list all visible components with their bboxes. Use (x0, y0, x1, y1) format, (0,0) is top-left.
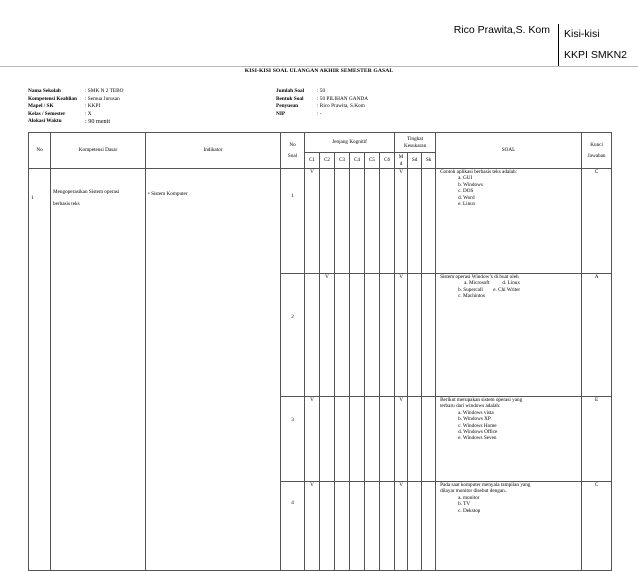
info-value: : - (317, 110, 322, 117)
diff-sd (408, 397, 422, 482)
cog-c6 (380, 397, 395, 482)
question-cell (436, 274, 582, 397)
info-row-kelas (28, 111, 123, 119)
diff-sk (422, 169, 436, 274)
question-cell (436, 482, 582, 571)
info-row-alokasi (28, 118, 123, 126)
cog-c6 (380, 169, 395, 274)
indikator-cell (146, 169, 281, 571)
info-value: : 50 PILIHAN GANDA (317, 95, 369, 102)
question-number: 4 (281, 482, 305, 571)
cog-c5 (365, 482, 380, 571)
header-c5: C5 (365, 153, 380, 169)
cog-c6 (380, 482, 395, 571)
info-key: Alokasi Waktu (28, 118, 62, 125)
cog-c1: V (305, 169, 320, 274)
header-kunci-jawaban (582, 133, 612, 169)
cog-c5 (365, 274, 380, 397)
question-cell (436, 169, 582, 274)
cog-c6 (380, 274, 395, 397)
header-kompetensi-dasar: Kompetensi Dasar (51, 133, 146, 169)
diff-sd (408, 169, 422, 274)
info-row-keahlian (28, 96, 123, 104)
header-jenjang-kognitif: Jenjang Kognitif (305, 133, 395, 153)
header-tingkat-kesukaran (395, 133, 436, 153)
info-value: : 90 menit (85, 118, 111, 126)
question-number: 1 (281, 169, 305, 274)
option-b: b. Windows (458, 181, 483, 188)
info-key: Kompetensi Keahlian (28, 95, 77, 102)
option-b-e: b. Supercall e. Chi Writer (458, 286, 521, 293)
question-text-cont: terbaru dari windows adalah: (440, 403, 501, 410)
cog-c4 (350, 397, 365, 482)
header-doc-title-line1: Kisi-kisi (564, 28, 600, 40)
info-key: Kelas / Semester (28, 110, 66, 117)
header-rule (0, 66, 638, 67)
option-b: b. Windows XP (458, 416, 491, 423)
info-key: Mapel / SK (28, 103, 54, 110)
header-indikator: Indikator (146, 133, 281, 169)
header-c1: C1 (305, 153, 320, 169)
kd-text-line1: Mengoperasikan Sistem operasi (53, 189, 120, 195)
info-value: : SMK N 2 TEBO (85, 88, 124, 94)
option-e: e. Linux (458, 201, 476, 208)
question-number: 2 (281, 274, 305, 397)
indikator-text: Sistem Komputer (151, 191, 188, 197)
cog-c4 (350, 169, 365, 274)
answer-key: E (582, 397, 612, 482)
info-row-sekolah (28, 88, 123, 96)
info-key: Bentuk Soal (276, 95, 304, 102)
option-c: c. Machintos (458, 293, 485, 300)
info-value: : 50 (317, 88, 326, 94)
cog-c4 (350, 274, 365, 397)
info-row-nip (276, 111, 368, 119)
cog-c3 (335, 169, 350, 274)
info-row-jumlah (276, 88, 368, 96)
diff-sd (408, 482, 422, 571)
cog-c5 (365, 397, 380, 482)
table-row (29, 169, 612, 274)
kd-text (51, 169, 146, 571)
info-key: Jumlah Soal (276, 88, 305, 94)
header-md-line2: d (399, 160, 403, 167)
diff-sk (422, 274, 436, 397)
question-text: Pada saat komputer menyala tampilan yang (440, 482, 531, 488)
header-doc-title-line2: KKPI SMKN2 (564, 49, 628, 61)
info-key: NIP (276, 110, 286, 117)
header-doc-title (564, 24, 638, 66)
info-left (28, 88, 123, 126)
option-b: b. TV (458, 501, 471, 508)
option-c: c. Dekstop (458, 507, 481, 514)
page-header (0, 24, 638, 66)
option-a: a. Windows vista (458, 409, 494, 416)
kisi-kisi-table (28, 132, 612, 571)
question-text: Sistem operasi Window’s di buat oleh (440, 274, 519, 280)
header-soal: SOAL (436, 133, 582, 169)
option-d: d. Word (458, 194, 475, 201)
header-tingkat-line1: Tingkat (407, 136, 424, 143)
cog-c2 (320, 397, 335, 482)
header-kunci-line2: Jawaban (587, 152, 606, 159)
header-kunci-line1: Kunci (590, 142, 603, 149)
cog-c4 (350, 482, 365, 571)
cog-c3 (335, 482, 350, 571)
header-no-soal-line1: No (289, 141, 296, 148)
diff-md: V (395, 397, 408, 482)
cog-c1 (305, 274, 320, 397)
header-no-soal-line2: Soal (287, 153, 298, 159)
cog-c5 (365, 169, 380, 274)
table-header-row (29, 133, 612, 153)
info-key: Penyusun (276, 103, 299, 110)
diff-md: V (395, 274, 408, 397)
header-sk: Sk (422, 153, 436, 169)
header-tingkat-line2: Kesukaran (403, 142, 427, 149)
option-a-d: a. Microsoft d. Linux (464, 280, 520, 287)
header-md (395, 153, 408, 169)
header-c3: C3 (335, 153, 350, 169)
cog-c1: V (305, 397, 320, 482)
question-cell (436, 397, 582, 482)
info-value: : X (85, 110, 92, 117)
option-e: e. Windows Seven (458, 435, 497, 442)
info-value: : Rico Prawita, S.Kom (317, 103, 365, 110)
header-no-soal (281, 133, 305, 169)
author-name: Rico Prawita,S. Kom (453, 24, 550, 36)
cog-c2: V (320, 274, 335, 397)
kd-text-line2: berbasis teks (53, 201, 80, 208)
answer-key: A (582, 274, 612, 397)
option-a: a. monitor (458, 494, 480, 501)
question-text: Berikut merupakan sistem operasi yang (440, 397, 523, 403)
question-text-cont: dilayar monitor disebut dengan.. (440, 488, 508, 495)
header-c6: C6 (380, 153, 395, 169)
header-no: No (29, 133, 51, 169)
option-a: a. GUI (458, 175, 473, 182)
document-title: KISI-KISI SOAL ULANGAN AKHIR SEMESTER GASAL (244, 68, 394, 74)
header-c2: C2 (320, 153, 335, 169)
header-c4: C4 (350, 153, 365, 169)
answer-key: C (582, 482, 612, 571)
cog-c1: V (305, 482, 320, 571)
diff-md: V (395, 482, 408, 571)
diff-sk (422, 397, 436, 482)
header-divider (558, 24, 559, 66)
cog-c3 (335, 274, 350, 397)
option-c: c. Windows Home (458, 422, 497, 429)
header-md-line1: M (398, 154, 404, 161)
kd-number: 1 (29, 169, 51, 571)
header-sd: Sd (408, 153, 422, 169)
question-number: 3 (281, 397, 305, 482)
info-value: : Semua Jurusan (85, 95, 120, 102)
option-d: d. Windows Office (458, 429, 498, 436)
info-value: : KKPI (85, 103, 101, 110)
cog-c3 (335, 397, 350, 482)
info-row-mapel (28, 103, 123, 111)
info-row-penyusun (276, 103, 368, 111)
answer-key: C (582, 169, 612, 274)
cog-c2 (320, 169, 335, 274)
diff-sk (422, 482, 436, 571)
question-text: Contoh aplikasi berbasis teks adalah: (440, 169, 518, 175)
cog-c2 (320, 482, 335, 571)
diff-md: V (395, 169, 408, 274)
info-key: Nama Sekolah (28, 88, 61, 94)
info-right (276, 88, 368, 118)
bullet-icon: • (148, 192, 150, 197)
option-c: c. DOS (458, 188, 474, 195)
diff-sd (408, 274, 422, 397)
info-row-bentuk (276, 96, 368, 104)
